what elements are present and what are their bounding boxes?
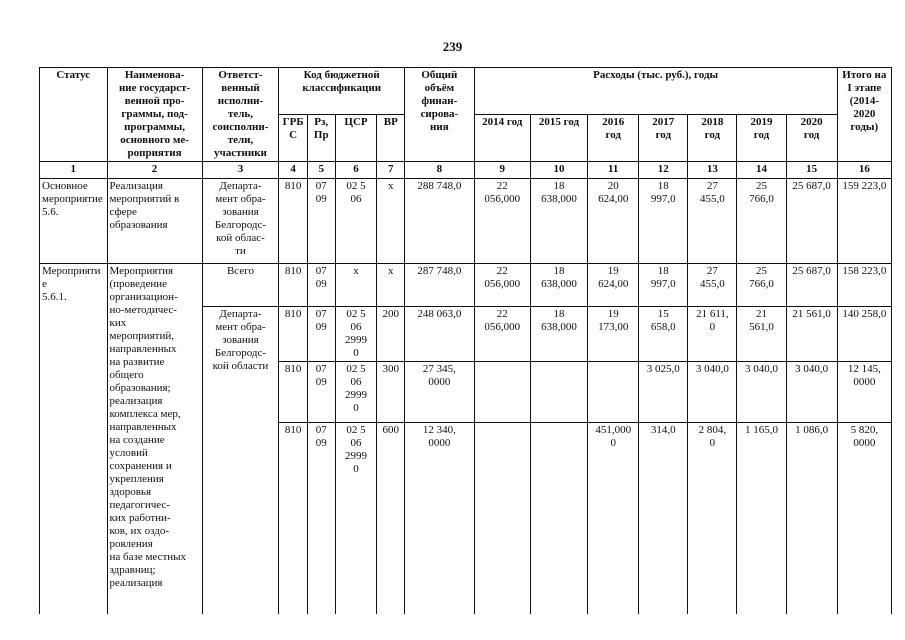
year-2014-cell: 22 056,000	[474, 179, 530, 264]
vr-cell: 600	[377, 423, 405, 615]
year-2019-cell: 1 165,0	[737, 423, 786, 615]
year-2014-cell	[474, 423, 530, 615]
header-year-2016: 2016 год	[588, 115, 639, 162]
csr-cell: 02 5 06 2999 0	[335, 307, 377, 362]
name-cell: Мероприятия (проведение организацион- но-методичес- ких мероприятий, направленных на развитие общего образования; реализация комплекса мер, направленных на создание условий сохранения и укрепления здоровья педагогичес- ких работни- ков, их оздо- ровления на базе местных здравниц; реализация	[107, 264, 202, 615]
column-number: 8	[405, 162, 475, 179]
status-cell: Основное мероприятие 5.6.	[40, 179, 108, 264]
stage-total-cell: 5 820, 0000	[837, 423, 891, 615]
csr-cell: 02 5 06 2999 0	[335, 362, 377, 423]
rz-pr-cell: 07 09	[307, 264, 335, 307]
stage-total-cell: 159 223,0	[837, 179, 891, 264]
page-number: 239	[442, 39, 463, 54]
year-2017-cell: 18 997,0	[639, 264, 688, 307]
vr-cell: x	[377, 179, 405, 264]
column-number-row	[40, 162, 892, 179]
header-year-2019: 2019 год	[737, 115, 786, 162]
total-cell: 288 748,0	[405, 179, 475, 264]
year-2020-cell: 25 687,0	[786, 179, 837, 264]
stage-total-cell: 140 258,0	[837, 307, 891, 362]
header-grbs: ГРБ С	[279, 115, 308, 162]
year-2016-cell: 20 624,00	[588, 179, 639, 264]
year-2014-cell	[474, 362, 530, 423]
column-number: 2	[107, 162, 202, 179]
column-number: 5	[307, 162, 335, 179]
column-number: 10	[530, 162, 587, 179]
grbs-cell: 810	[279, 362, 308, 423]
year-2015-cell: 18 638,000	[530, 179, 587, 264]
header-total: Общий объём финан- сирова- ния	[405, 68, 475, 162]
year-2019-cell: 25 766,0	[737, 179, 786, 264]
header-vr: ВР	[377, 115, 405, 162]
year-2015-cell: 18 638,000	[530, 264, 587, 307]
total-cell: 287 748,0	[405, 264, 475, 307]
grbs-cell: 810	[279, 179, 308, 264]
header-stage-total: Итого на I этапе (2014- 2020 годы)	[837, 68, 891, 162]
csr-cell: 02 5 06 2999 0	[335, 423, 377, 615]
total-cell: 27 345, 0000	[405, 362, 475, 423]
header-status: Статус	[40, 68, 108, 162]
year-2017-cell: 18 997,0	[639, 179, 688, 264]
table-row-main-event	[40, 179, 892, 264]
column-number: 6	[335, 162, 377, 179]
stage-total-cell: 12 145, 0000	[837, 362, 891, 423]
header-year-2015: 2015 год	[530, 115, 587, 162]
column-number: 9	[474, 162, 530, 179]
vr-cell: 200	[377, 307, 405, 362]
year-2018-cell: 27 455,0	[688, 264, 737, 307]
year-2016-cell: 19 624,00	[588, 264, 639, 307]
grbs-cell: 810	[279, 423, 308, 615]
year-2017-cell: 3 025,0	[639, 362, 688, 423]
column-number: 7	[377, 162, 405, 179]
rz-pr-cell: 07 09	[307, 307, 335, 362]
column-number: 16	[837, 162, 891, 179]
csr-cell: x	[335, 264, 377, 307]
year-2018-cell: 21 611, 0	[688, 307, 737, 362]
year-2019-cell: 3 040,0	[737, 362, 786, 423]
budget-table	[39, 67, 892, 614]
column-number: 13	[688, 162, 737, 179]
column-number: 3	[202, 162, 279, 179]
year-2015-cell: 18 638,000	[530, 307, 587, 362]
column-number: 11	[588, 162, 639, 179]
grbs-cell: 810	[279, 264, 308, 307]
rz-pr-cell: 07 09	[307, 423, 335, 615]
vr-cell: x	[377, 264, 405, 307]
header-rz-pr: Рз, Пр	[307, 115, 335, 162]
year-2015-cell	[530, 423, 587, 615]
grbs-cell: 810	[279, 307, 308, 362]
year-2017-cell: 15 658,0	[639, 307, 688, 362]
name-cell: Реализация мероприятий в сфере образования	[107, 179, 202, 264]
year-2018-cell: 27 455,0	[688, 179, 737, 264]
rz-pr-cell: 07 09	[307, 362, 335, 423]
year-2014-cell: 22 056,000	[474, 307, 530, 362]
header-responsible: Ответст- венный исполни- тель, соисполни- тели, участники	[202, 68, 279, 162]
total-cell: 12 340, 0000	[405, 423, 475, 615]
year-2020-cell: 1 086,0	[786, 423, 837, 615]
year-2016-cell	[588, 362, 639, 423]
header-expenses: Расходы (тыс. руб.), годы	[474, 68, 837, 115]
header-row-1	[40, 68, 892, 115]
responsible-cell: Департа- мент обра- зования Белгородс- кой области	[202, 307, 279, 615]
rz-pr-cell: 07 09	[307, 179, 335, 264]
year-2016-cell: 19 173,00	[588, 307, 639, 362]
header-name: Наименова- ние государст- венной про- граммы, под- программы, основного ме- роприятия	[107, 68, 202, 162]
csr-cell: 02 5 06	[335, 179, 377, 264]
year-2019-cell: 25 766,0	[737, 264, 786, 307]
column-number: 1	[40, 162, 108, 179]
header-csr: ЦСР	[335, 115, 377, 162]
header-year-2020: 2020 год	[786, 115, 837, 162]
year-2015-cell	[530, 362, 587, 423]
table-row-event-total	[40, 264, 892, 307]
header-year-2014: 2014 год	[474, 115, 530, 162]
year-2017-cell: 314,0	[639, 423, 688, 615]
vr-cell: 300	[377, 362, 405, 423]
year-2020-cell: 25 687,0	[786, 264, 837, 307]
total-cell: 248 063,0	[405, 307, 475, 362]
year-2014-cell: 22 056,000	[474, 264, 530, 307]
year-2016-cell: 451,000 0	[588, 423, 639, 615]
status-cell: Мероприятие 5.6.1.	[40, 264, 108, 615]
header-year-2018: 2018 год	[688, 115, 737, 162]
header-budget-code: Код бюджетной классификации	[279, 68, 405, 115]
column-number: 14	[737, 162, 786, 179]
year-2018-cell: 2 804, 0	[688, 423, 737, 615]
year-2019-cell: 21 561,0	[737, 307, 786, 362]
year-2020-cell: 21 561,0	[786, 307, 837, 362]
stage-total-cell: 158 223,0	[837, 264, 891, 307]
responsible-cell: Всего	[202, 264, 279, 307]
responsible-cell: Департа- мент обра- зования Белгородс- кой облас- ти	[202, 179, 279, 264]
header-year-2017: 2017 год	[639, 115, 688, 162]
column-number: 12	[639, 162, 688, 179]
year-2018-cell: 3 040,0	[688, 362, 737, 423]
year-2020-cell: 3 040,0	[786, 362, 837, 423]
column-number: 4	[279, 162, 308, 179]
column-number: 15	[786, 162, 837, 179]
